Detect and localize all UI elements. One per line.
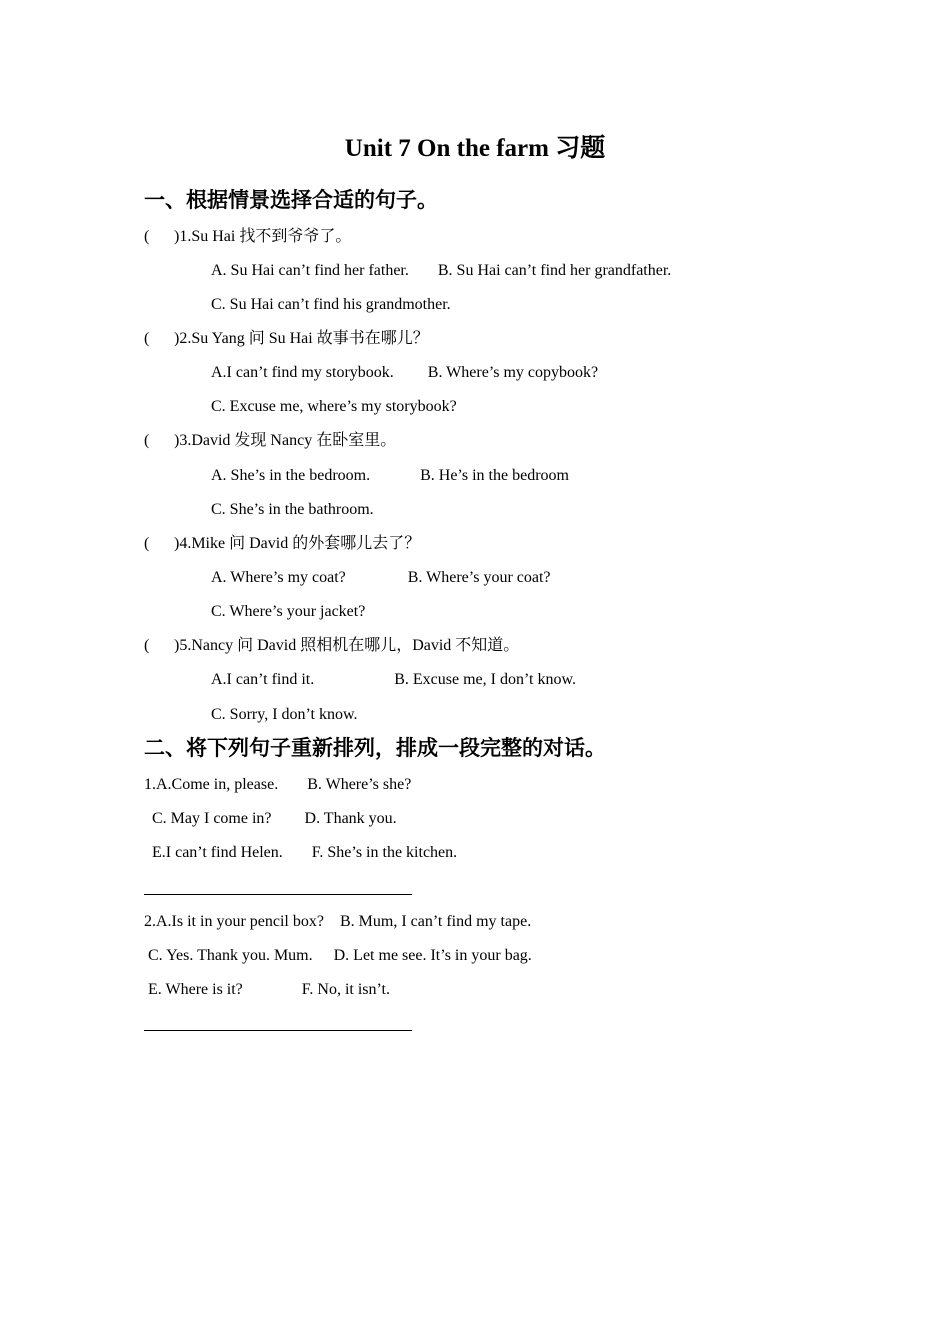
reorder-1-line-3 [152, 842, 457, 864]
question-4-options-ab [211, 567, 551, 589]
sentence-b: B. Where’s she? [307, 776, 412, 793]
reorder-1-line-1 [144, 774, 411, 796]
sentence-c: C. Yes. Thank you. Mum. [148, 947, 313, 964]
sentence-f: F. No, it isn’t. [301, 981, 390, 998]
sentence-d: D. Let me see. It’s in your bag. [333, 947, 532, 964]
option-a: A. She’s in the bedroom. [211, 467, 371, 484]
section1-heading: 一、根据情景选择合适的句子。 [144, 188, 438, 212]
answer-paren-open: ( [144, 330, 150, 347]
page-title: Unit 7 On the farm 习题 [344, 135, 606, 162]
question-1-option-c: C. Su Hai can’t find his grandmother. [211, 296, 451, 313]
reorder-2-line-2 [148, 945, 532, 967]
reorder-2-line-1 [144, 911, 531, 933]
answer-paren-open: ( [144, 535, 150, 552]
question-stem: 1.Su Hai 找不到爷爷了。 [179, 228, 352, 245]
question-2-options-ab [211, 362, 598, 384]
question-1 [144, 226, 351, 248]
question-5 [144, 635, 519, 657]
question-stem: 3.David 发现 Nancy 在卧室里。 [179, 432, 397, 449]
sentence-a: 1.A.Come in, please. [144, 776, 279, 793]
question-stem: 4.Mike 问 David 的外套哪儿去了？ [179, 535, 421, 552]
answer-paren-close: ) [174, 535, 180, 552]
option-b: B. Su Hai can’t find her grandfather. [437, 262, 672, 279]
sentence-a: 2.A.Is it in your pencil box? [144, 913, 324, 930]
sentence-f: F. She’s in the kitchen. [311, 844, 458, 861]
sentence-e: E.I can’t find Helen. [152, 844, 283, 861]
answer-blank-2 [144, 1030, 412, 1031]
option-a: A.I can’t find my storybook. [211, 364, 394, 381]
answer-blank-1 [144, 894, 412, 895]
option-a: A. Where’s my coat? [211, 569, 346, 586]
question-5-option-c: C. Sorry, I don’t know. [211, 706, 358, 723]
option-b: B. Excuse me, I don’t know. [394, 671, 576, 688]
question-2-option-c: C. Excuse me, where’s my storybook? [211, 398, 457, 415]
answer-paren-close: ) [174, 330, 180, 347]
answer-paren-open: ( [144, 432, 150, 449]
answer-paren-open: ( [144, 228, 150, 245]
option-b: B. Where’s your coat? [407, 569, 551, 586]
answer-paren-open: ( [144, 637, 150, 654]
question-3-option-c: C. She’s in the bathroom. [211, 501, 374, 518]
question-stem: 2.Su Yang 问 Su Hai 故事书在哪儿？ [179, 330, 429, 347]
option-a: A. Su Hai can’t find her father. [211, 262, 409, 279]
option-a: A.I can’t find it. [211, 671, 315, 688]
sentence-c: C. May I come in? [152, 810, 272, 827]
question-stem: 5.Nancy 问 David 照相机在哪儿，David 不知道。 [179, 637, 520, 654]
question-2 [144, 328, 429, 350]
question-3-options-ab [211, 465, 569, 487]
sentence-e: E. Where is it? [148, 981, 243, 998]
question-5-options-ab [211, 669, 576, 691]
question-4 [144, 533, 420, 555]
answer-paren-close: ) [174, 432, 180, 449]
question-4-option-c: C. Where’s your jacket? [211, 603, 366, 620]
question-1-options-ab [211, 260, 671, 282]
sentence-b: B. Mum, I can’t find my tape. [339, 913, 532, 930]
question-3 [144, 430, 396, 452]
reorder-1-line-2 [152, 808, 397, 830]
answer-paren-close: ) [174, 228, 180, 245]
sentence-d: D. Thank you. [304, 810, 397, 827]
reorder-2-line-3 [148, 979, 390, 1001]
answer-paren-close: ) [174, 637, 180, 654]
section2-heading: 二、将下列句子重新排列，排成一段完整的对话。 [144, 736, 606, 760]
option-b: B. He’s in the bedroom [420, 467, 569, 484]
option-b: B. Where’s my copybook? [427, 364, 599, 381]
